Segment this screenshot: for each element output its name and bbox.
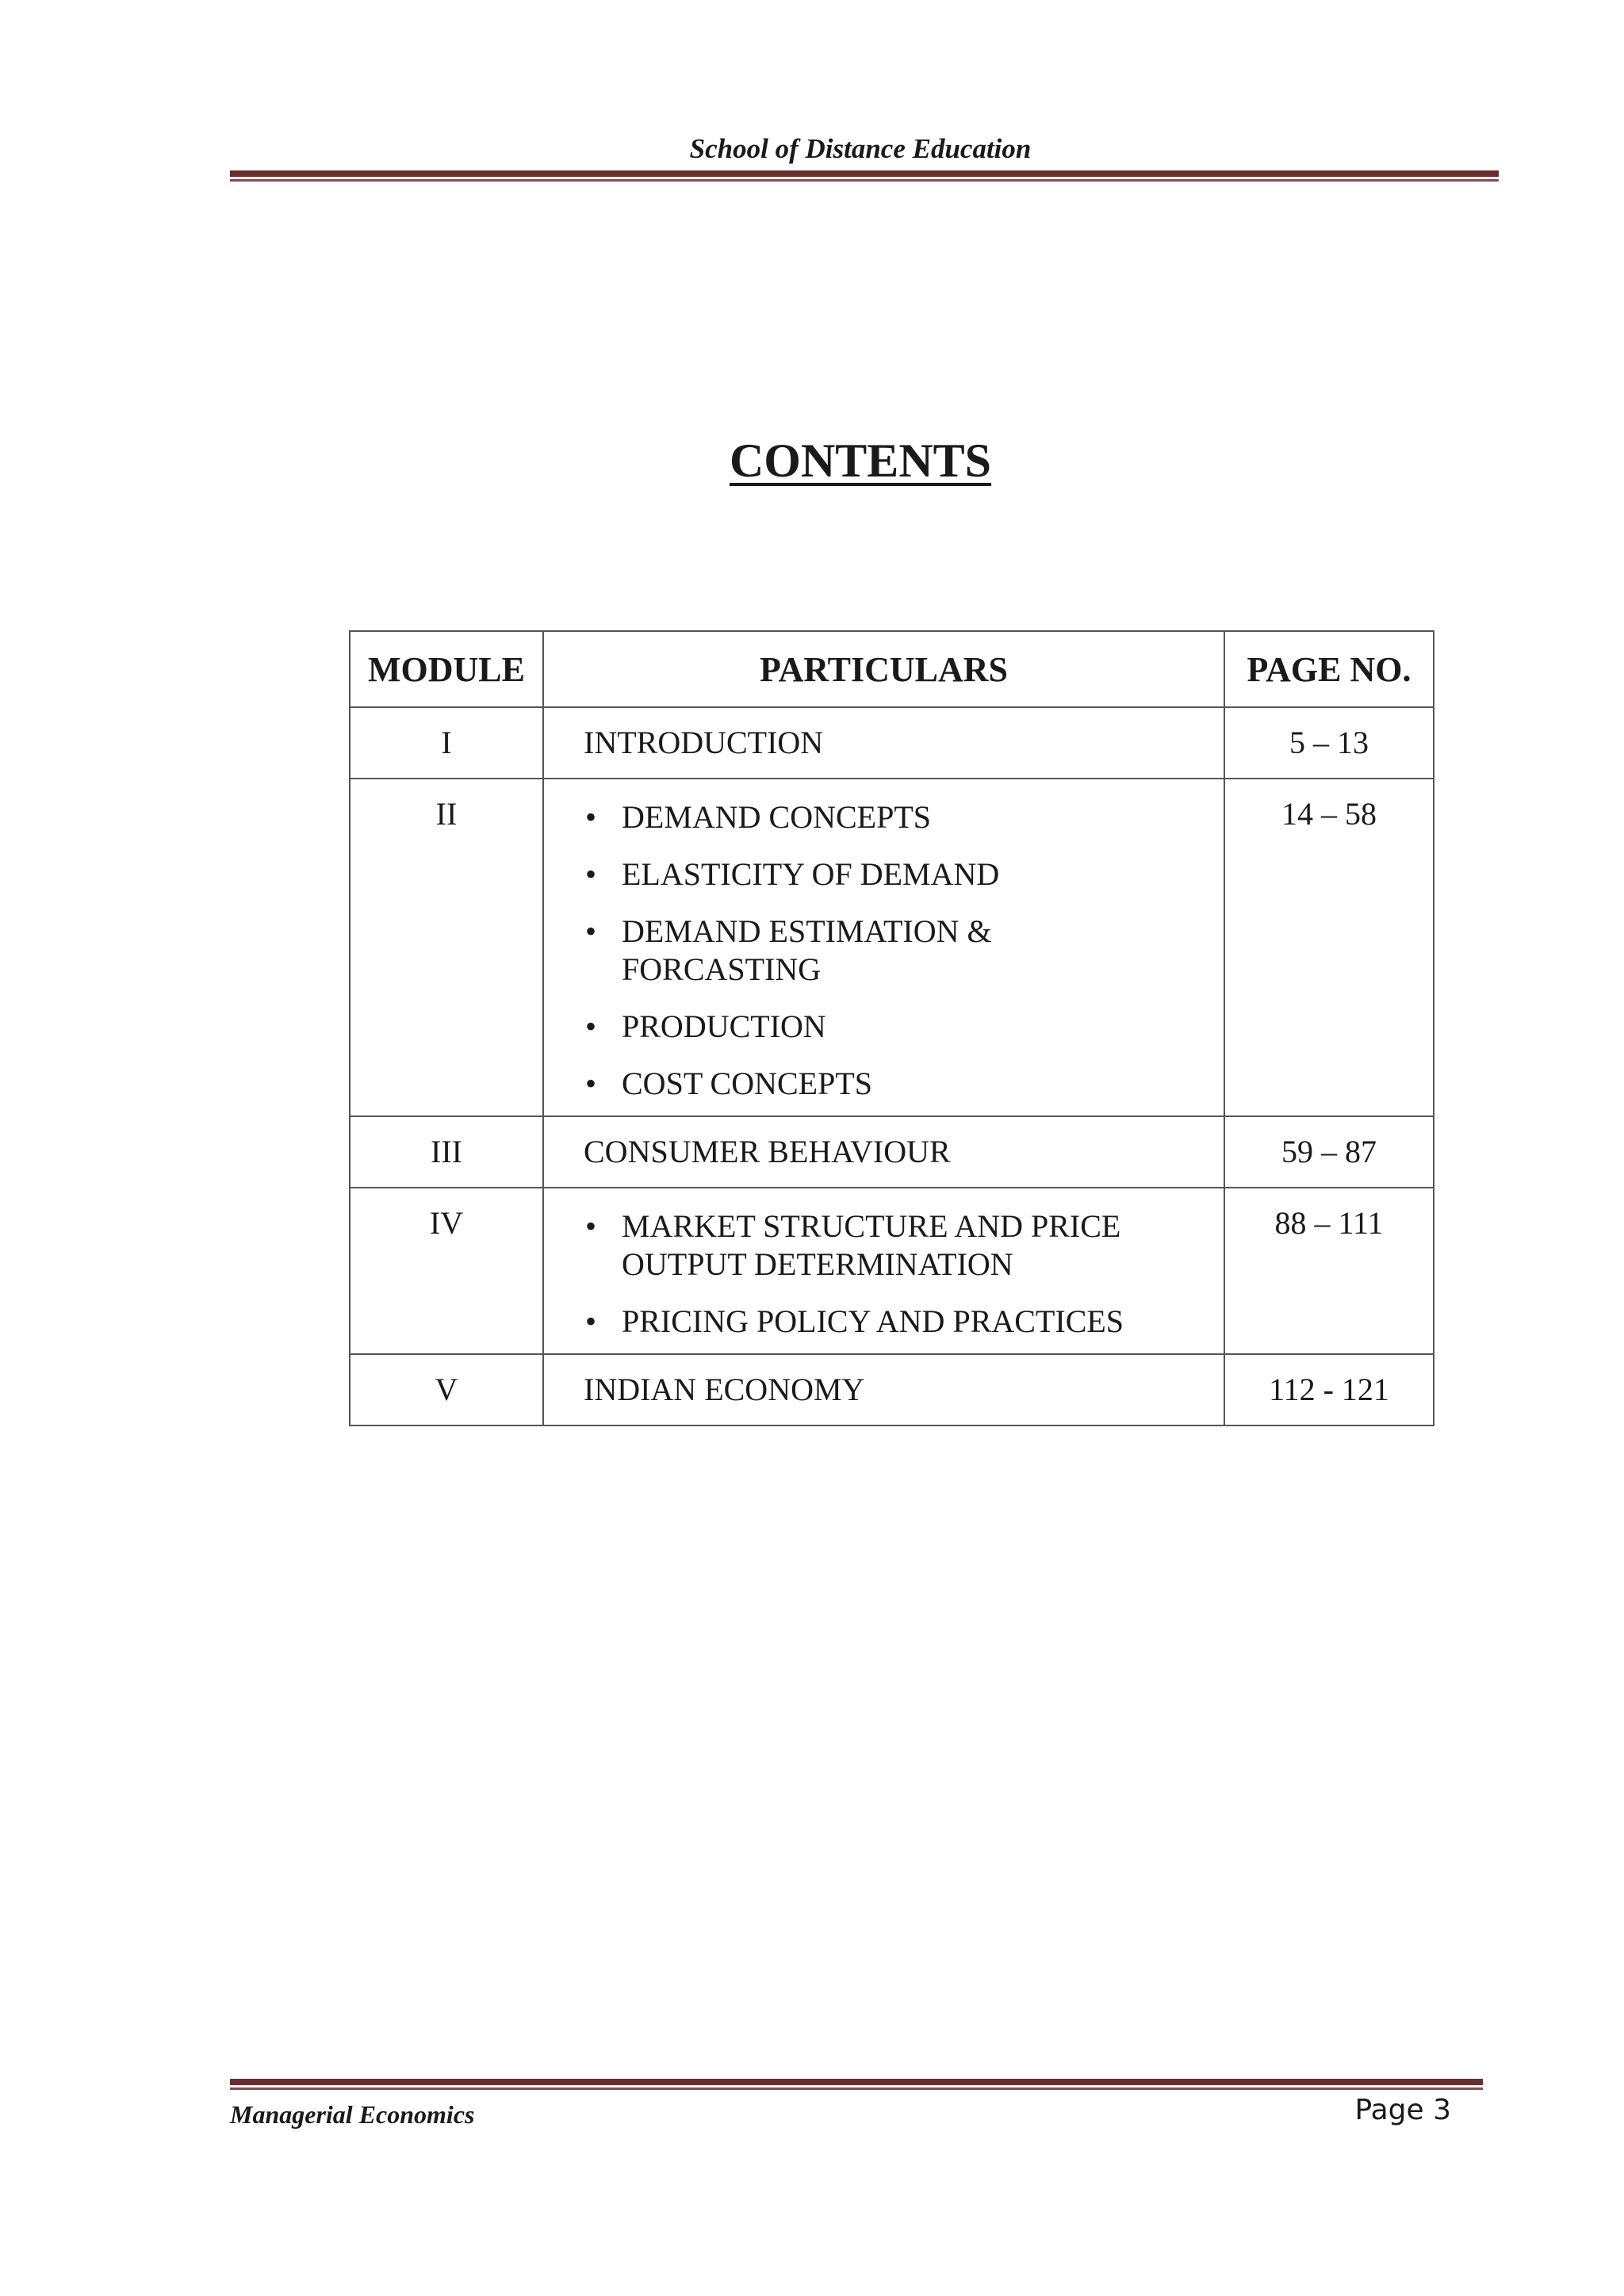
list-item <box>584 798 1208 836</box>
contents-table <box>349 630 1434 1426</box>
list-item <box>584 855 1208 894</box>
bullet-icon: • <box>585 799 597 835</box>
table-row <box>350 1354 1434 1425</box>
table-row <box>350 1116 1434 1188</box>
table-row <box>350 1188 1434 1354</box>
page-header-title: School of Distance Education <box>689 133 1032 164</box>
page-range-cell: 112 - 121 <box>1224 1354 1434 1425</box>
particulars-cell <box>543 1116 1224 1188</box>
bullet-icon: • <box>585 1066 597 1101</box>
list-item <box>584 1008 1208 1046</box>
table-row <box>350 779 1434 1116</box>
footer-book-title: Managerial Economics <box>230 2100 475 2129</box>
bullet-icon: • <box>585 856 597 892</box>
bullet-icon: • <box>585 1303 597 1339</box>
contents-heading: CONTENTS <box>729 434 992 487</box>
list-item-text: MARKET STRUCTURE AND PRICE OUTPUT DETERMINATION <box>622 1208 1121 1282</box>
footer-rule <box>230 2079 1483 2085</box>
particulars-text: CONSUMER BEHAVIOUR <box>584 1134 951 1169</box>
module-cell: III <box>350 1116 543 1188</box>
list-item-text: PRODUCTION <box>622 1008 826 1044</box>
column-header-module: MODULE <box>350 631 543 707</box>
column-header-page-no: PAGE NO. <box>1224 631 1434 707</box>
list-item <box>584 1065 1208 1103</box>
module-cell: I <box>350 707 543 779</box>
particulars-cell <box>543 707 1224 779</box>
particulars-list <box>584 798 1208 1103</box>
particulars-text: INTRODUCTION <box>584 725 824 760</box>
particulars-cell <box>543 779 1224 1116</box>
column-header-particulars: PARTICULARS <box>543 631 1224 707</box>
particulars-cell <box>543 1188 1224 1354</box>
table-header-row <box>350 631 1434 707</box>
module-cell: IV <box>350 1188 543 1354</box>
footer-rule-thin <box>230 2087 1483 2090</box>
particulars-list <box>584 1207 1208 1341</box>
list-item-text: ELASTICITY OF DEMAND <box>622 856 1000 892</box>
list-item-text: DEMAND CONCEPTS <box>622 799 932 835</box>
bullet-icon: • <box>585 1008 597 1044</box>
page-range-cell: 59 – 87 <box>1224 1116 1434 1188</box>
list-item <box>584 913 1208 989</box>
header-rule <box>230 170 1499 177</box>
list-item-text: PRICING POLICY AND PRACTICES <box>622 1303 1124 1339</box>
particulars-cell <box>543 1354 1224 1425</box>
module-cell: II <box>350 779 543 1116</box>
list-item-text: DEMAND ESTIMATION & FORCASTING <box>622 913 992 987</box>
bullet-icon: • <box>585 1208 597 1244</box>
bullet-icon: • <box>585 913 597 949</box>
page-range-cell: 14 – 58 <box>1224 779 1434 1116</box>
list-item-text: COST CONCEPTS <box>622 1066 873 1101</box>
list-item <box>584 1207 1208 1284</box>
page-range-cell: 5 – 13 <box>1224 707 1434 779</box>
table-row <box>350 707 1434 779</box>
particulars-text: INDIAN ECONOMY <box>584 1372 865 1407</box>
page-number: Page 3 <box>1354 2094 1451 2126</box>
list-item <box>584 1303 1208 1341</box>
header-rule-thin <box>230 179 1499 182</box>
module-cell: V <box>350 1354 543 1425</box>
page-range-cell: 88 – 111 <box>1224 1188 1434 1354</box>
